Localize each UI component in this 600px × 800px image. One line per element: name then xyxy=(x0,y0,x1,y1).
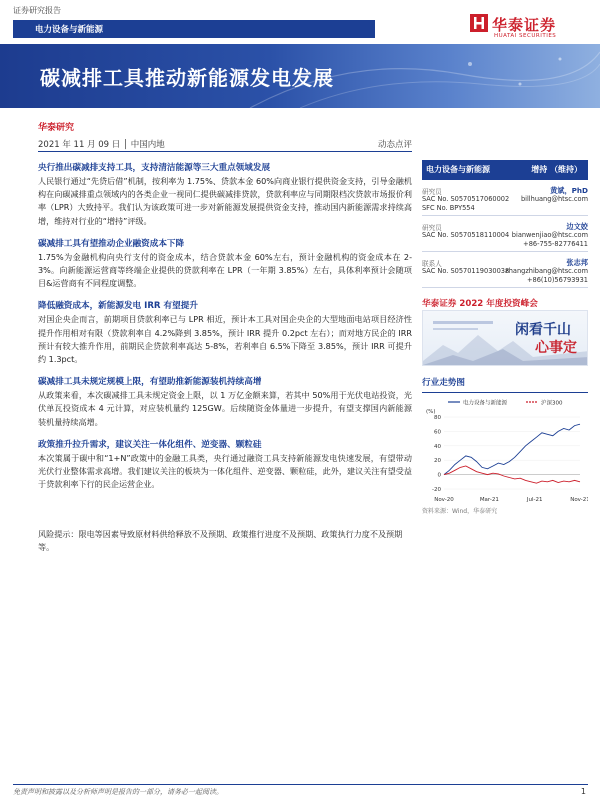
y-tick-label: 0 xyxy=(437,472,441,479)
section-heading: 降低融资成本，新能源发电 IRR 有望提升 xyxy=(38,301,198,312)
section-body: 从政策来看，本次碳减排工具未规定资金上限，以 1 万亿金额来算，若其中 50%用于光伏电站投资，光伏单瓦投资成本 4 元计算，对应装机量约 125GW。后续随资金体量进一步提升，有望支撑国内新能源装机量持续高增。 xyxy=(38,390,412,427)
huatai-logo-icon xyxy=(470,14,488,32)
analyst-name: 边文姣 xyxy=(566,222,588,231)
chart-source: 资料来源：Wind，华泰研究 xyxy=(422,508,498,515)
title-banner xyxy=(0,44,600,108)
analyst-email[interactable]: zhangzhibang@htsc.com xyxy=(505,267,588,275)
logo-text: 华泰证券 xyxy=(492,16,557,34)
date-place: 2021 年 11 月 09 日 │ 中国内地 xyxy=(38,140,165,150)
industry-label: 电力设备与新能源 xyxy=(426,165,490,174)
x-tick-label: Jul-21 xyxy=(526,497,543,503)
analyst-sfc: SFC No. BPY554 xyxy=(422,204,475,212)
dateline xyxy=(38,138,412,152)
analyst-card xyxy=(422,186,588,216)
analyst-card xyxy=(422,222,588,252)
legend-label: 沪深300 xyxy=(541,400,563,407)
analyst-role: 研究员 xyxy=(422,188,442,196)
summit-banner-image[interactable] xyxy=(422,310,588,366)
analyst-role: 联系人 xyxy=(422,260,442,268)
analyst-sac: SAC No. S0570119030038 xyxy=(422,267,510,275)
analyst-card xyxy=(422,258,588,288)
report-title: 碳减排工具推动新能源发电发展 xyxy=(40,66,334,90)
section-heading: 政策推升拉升需求，建议关注一体化组件、逆变器、颗粒硅 xyxy=(38,439,262,450)
series-line xyxy=(444,424,580,474)
y-axis-label: (%) xyxy=(426,409,436,415)
y-tick-label: 20 xyxy=(434,458,441,465)
section-heading: 碳减排工具未规定规模上限，有望助推新能源装机持续高增 xyxy=(38,377,262,388)
rating-label: 增持 （维持） xyxy=(531,165,582,174)
risk-warning: 风险提示：限电等因素导致原材料供给释放不及预期、政策推行进度不及预期、政策执行力度不及预期等。 xyxy=(38,529,403,553)
section-body: 对国企央企而言，前期项目贷款利率已与 LPR 相近，预计本工具对国企央企的大型地面电站项目经济性提升作用相对有限（贷款利率自 4.2%降到 3.85%，预计 IRR 提升 0.2pct 左右）；而对地方民企的 IRR 预计有较大推升作用，前期民企贷款利率高达 5-8%，若利率自 6.5%下降至 3.85%，预计 IRR 可提升约 1.3pct。 xyxy=(38,314,412,365)
brand-label: 华泰研究 xyxy=(38,123,75,133)
chart-svg xyxy=(422,393,588,505)
y-tick-label: 60 xyxy=(434,429,441,436)
footer-divider xyxy=(13,784,588,785)
x-tick-label: Nov-20 xyxy=(434,497,454,503)
section-body: 1.75%为金融机构向央行支付的资金成本，结合贷款本金 60%左右，预计金融机构的资金成本在 2-3%。向新能源运营商等终端企业提供的贷款利率在 LPR（一年期 3.85%）左右，具体利率预计会随项目&运营商有不同程度调整。 xyxy=(38,251,412,289)
analyst-name: 张志邦 xyxy=(566,258,588,267)
summit-art-text-2: 心事定 xyxy=(535,340,577,356)
footer-disclaimer: 免责声明和披露以及分析师声明是报告的一部分，请务必一起阅读。 xyxy=(13,788,223,796)
section-body: 本次策属于碳中和“1+N”政策中的金融工具类，央行通过融资工具支持新能源发电快速发展，有望带动光伏行业整体需求高增。我们建议关注的板块为一体化组件、逆变器、颗粒硅，此外，建议关注有望受益于贷款利率下行的民企运营企业。 xyxy=(38,452,412,490)
summit-art-text: 闲看千山 xyxy=(515,322,571,338)
x-tick-label: Mar-21 xyxy=(479,497,499,503)
analyst-name: 黄斌，PhD xyxy=(550,186,588,195)
logo-subtext: HUATAI SECURITIES xyxy=(494,33,557,39)
analyst-role: 研究员 xyxy=(422,224,442,232)
main-content xyxy=(38,162,412,491)
legend-label: 电力设备与新能源 xyxy=(463,400,508,407)
analyst-sac: SAC No. S0570517060002 xyxy=(422,195,510,203)
summit-title[interactable]: 华泰证券 2022 年度投资峰会 xyxy=(422,299,538,309)
logo xyxy=(470,12,590,42)
trend-chart-title: 行业走势图 xyxy=(422,378,465,388)
analyst-email[interactable]: billhuang@htsc.com xyxy=(520,195,588,203)
x-tick-label: Nov-21 xyxy=(570,497,588,503)
page-number: 1 xyxy=(580,787,586,796)
analyst-sac: SAC No. S0570518110004 xyxy=(422,231,510,239)
y-tick-label: 40 xyxy=(434,443,441,450)
section-band xyxy=(13,20,375,38)
y-tick-label: -20 xyxy=(432,487,441,493)
section-heading: 央行推出碳减排支持工具，支持清洁能源等三大重点领域发展 xyxy=(38,163,271,173)
industry-trend-chart xyxy=(422,392,588,504)
report-type: 动态点评 xyxy=(377,140,412,150)
section-body: 人民银行通过“先贷后借”机制，按利率为 1.75%、贷款本金 60%向商业银行提供资金支持，引导金融机构在向碳减排重点领域内的各类企业一视同仁提供碳减排贷款，贷款利率应与同期限档次贷款市场报价利率（LPR）大致持平。我们认为该政策可进一步对新能源发展提供资金支持，推动国内新能源需求持续高增，维持对行业的“增持”评级。 xyxy=(38,176,412,226)
section-label: 电力设备与新能源 xyxy=(35,25,104,35)
y-tick-label: 80 xyxy=(434,415,441,421)
analyst-email[interactable]: bianwenjiao@htsc.com xyxy=(511,231,588,239)
analyst-phone: +86(10)56793931 xyxy=(526,276,588,284)
section-heading: 碳减排工具有望推动企业融资成本下降 xyxy=(38,238,185,249)
analyst-phone: +86-755-82776411 xyxy=(523,240,588,248)
doc-type-label: 证券研究报告 xyxy=(13,6,61,15)
rating-band xyxy=(422,160,588,180)
